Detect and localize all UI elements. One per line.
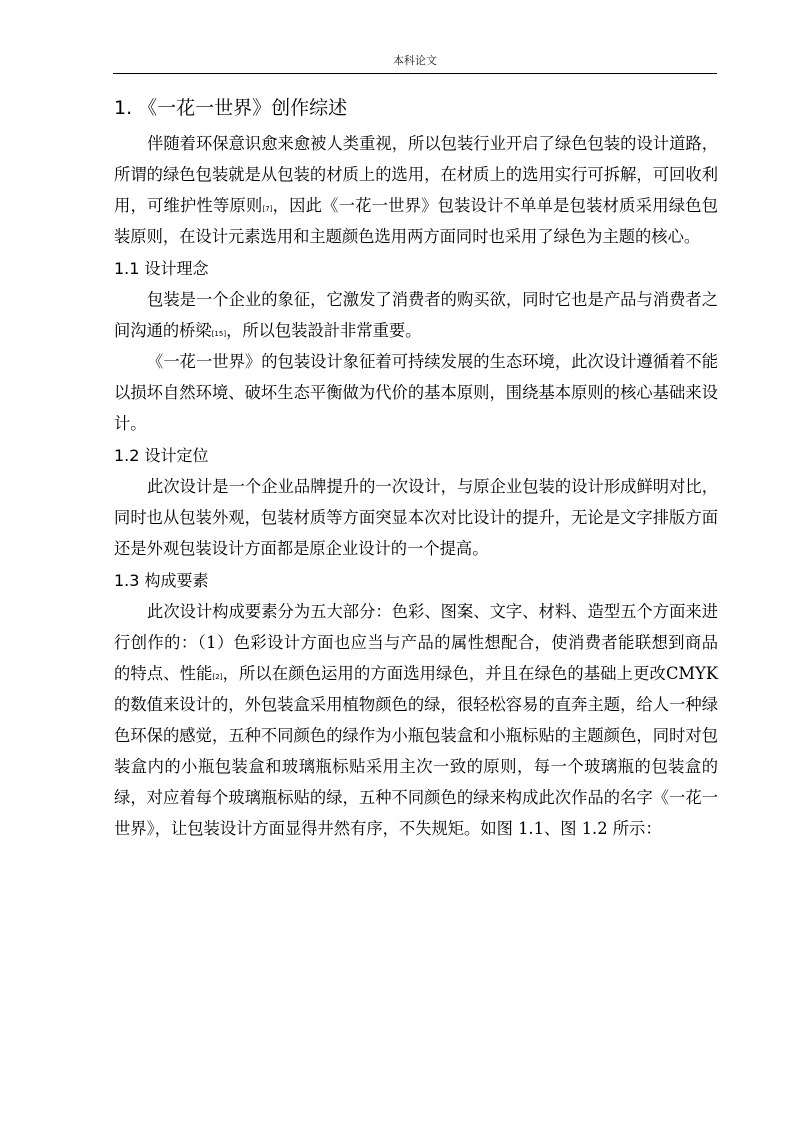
paragraph-text: 此次设计构成要素分为五大部分：色彩、图案、文字、材料、造型五个方面来进行创作的：（1）色彩设计方面也应当与产品的属性想配合，使消费者能联想到商品的特点、性能 — [114, 602, 718, 683]
citation-ref: [2] — [212, 673, 223, 681]
paragraph-elements — [114, 596, 718, 844]
paragraph-text: ，因此《一花一世界》包装设计不单单是包装材质采用绿色包装原则，在设计元素选用和主题颜色选用两方面同时也采用了绿色为主题的核心。 — [114, 196, 718, 246]
subsection-title: 1.2 设计定位 — [114, 446, 209, 465]
paragraph-concept-1 — [114, 284, 718, 346]
citation-ref: [7] — [262, 205, 273, 213]
paragraph-text: 伴随着环保意识愈来愈被人类重视，所以包装行业开启了绿色包装的设计道路，所谓的绿色包装就是从包装的材质上的选用，在材质上的选用实行可拆解，可回收利用，可维护性等原则 — [114, 134, 718, 215]
running-header: 本科论文 — [393, 54, 437, 67]
paragraph-concept-2: 《一花一世界》的包装设计象征着可持续发展的生态环境，此次设计遵循着不能以损坏自然环境、破坏生态平衡做为代价的基本原则，围绕基本原则的核心基础来设计。 — [114, 352, 718, 433]
subsection-title: 1.3 构成要素 — [114, 571, 209, 590]
paragraph-text: 包装是一个企业的象征，它激发了消费者的购买欲，同时它也是产品与消费者之间沟通的桥梁 — [114, 290, 718, 340]
subsection-title: 1.1 设计理念 — [114, 259, 209, 278]
header-rule — [113, 73, 717, 74]
section-title: 1. 《一花一世界》创作综述 — [114, 97, 348, 119]
document-body — [114, 92, 718, 844]
paragraph-text: ，所以在颜色运用的方面选用绿色，并且在绿色的基础上更改CMYK的数值来设计的，外包装盒采用植物颜色的绿，很轻松容易的直奔主题，给人一种绿色环保的感觉，五种不同颜色的绿作为小瓶包装盒和小瓶标贴的主题颜色，同时对包装盒内的小瓶包装盒和玻璃瓶标贴采用主次一致的原则，每一个玻璃瓶的包装盒的绿，对应着每个玻璃瓶标贴的绿，五种不同颜色的绿来构成此次作品的名字《一花一世界》，让包装设计方面显得井然有序，不失规矩。如图 1.1、图 1.2 所示： — [114, 664, 718, 838]
citation-ref: [15] — [211, 330, 227, 338]
paragraph-positioning: 此次设计是一个企业品牌提升的一次设计，与原企业包装的设计形成鲜明对比，同时也从包装外观，包装材质等方面突显本次对比设计的提升，无论是文字排版方面还是外观包装设计方面都是原企业设计的一个提高。 — [114, 477, 718, 558]
paragraph-text: ，所以包装設計非常重要。 — [226, 321, 422, 340]
paragraph-intro — [114, 128, 718, 252]
